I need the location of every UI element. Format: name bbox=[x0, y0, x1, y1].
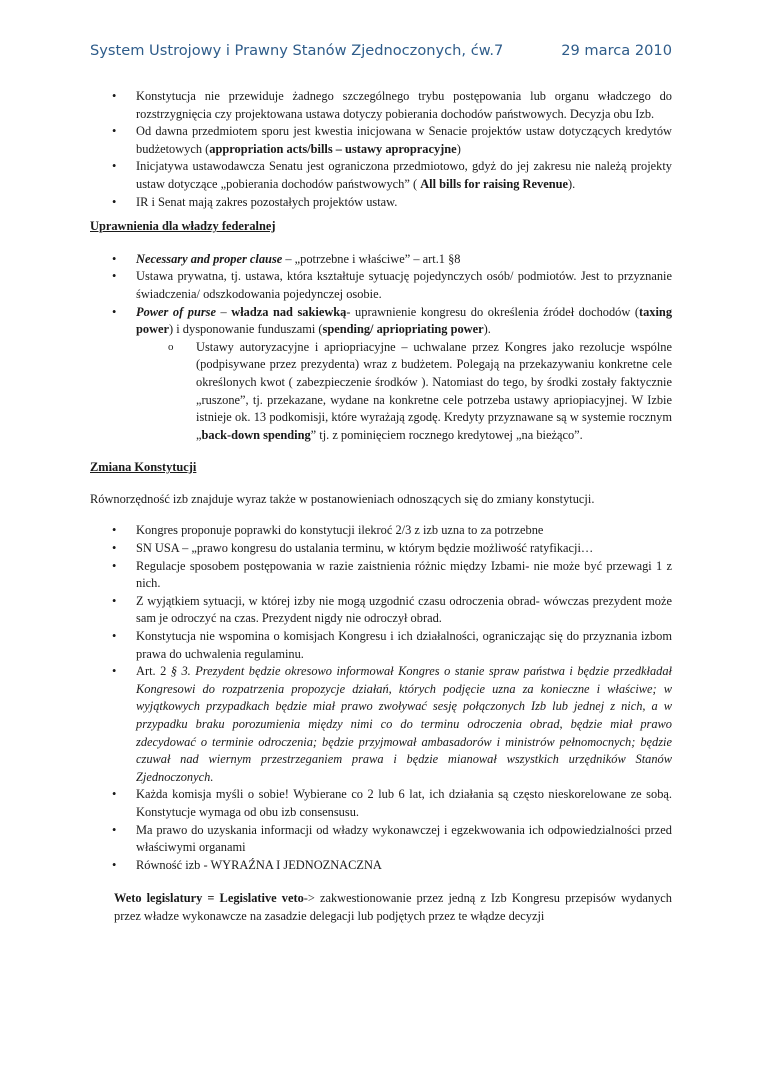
list-item-text: Inicjatywa ustawodawcza Senatu jest ograniczona przedmiotowo, gdyż do jej zakresu nie należą projekty ustaw dotyczące „pobierania dochodów państwowych” ( bbox=[136, 159, 672, 191]
document-date: 29 marca 2010 bbox=[561, 42, 672, 59]
list-item-text: Konstytucja nie przewiduje żadnego szczególnego trybu postępowania lub organu władczego do rozstrzygnięcia czy projektowana ustawa dotyczy pobierania dochodów państwowych. Decyzja obu Izb. bbox=[136, 89, 672, 121]
list-item-text: ). bbox=[567, 176, 576, 191]
list-item bbox=[90, 522, 672, 540]
list-item-text: Ma prawo do uzyskania informacji od władzy wykonawczej i egzekwowania ich odpowiedzialności przed właściwymi organami bbox=[136, 822, 672, 855]
list-item bbox=[90, 88, 672, 123]
list-item-text: ). bbox=[483, 322, 491, 337]
list-item bbox=[90, 304, 672, 339]
page-header bbox=[90, 42, 672, 66]
list-item-text: Równość izb - WYRAŹNA I JEDNOZNACZNA bbox=[136, 857, 382, 872]
list-item-text: IR i Senat mają zakres pozostałych projektów ustaw. bbox=[136, 194, 398, 209]
list-item-text: ” tj. z pominięciem rocznego kredytowej „na bieżąco”. bbox=[310, 427, 583, 442]
list-item bbox=[90, 158, 672, 193]
bold-term: taxing power bbox=[136, 304, 673, 337]
list-item-text: Ustawy autoryzacyjne i apriopriacyjne – uchwalane przez Kongres jako rezolucje wspólne (podpisywane przez prezydenta) wraz z budżetem. Polegają na przekazywaniu konkretne cele określonych kwot ( zabezpieczenie środków ). Natomiast do tego, by środki zostały faktycznie „ruszone”, tj. przekazane, wydane na konkretne cele potrzeba ustawy apriopiacyjnej. W Izbie istnieje ok. 13 podkomisji, które wyrażają zgodę. Kredyty przyznawane są w systemie rocznym „ bbox=[196, 339, 672, 442]
bold-term: władza nad sakiewką bbox=[231, 304, 347, 319]
list-item-text: Ustawa prywatna, tj. ustawa, która kształtuje sytuację pojedynczych osób/ podmiotów. Jest to przyznanie świadczenia/ odszkodowania pojedynczej osobie. bbox=[136, 269, 672, 301]
document-title: System Ustrojowy i Prawny Stanów Zjednoczonych, ćw.7 bbox=[90, 42, 504, 59]
list-item-text: Kongres proponuje poprawki do konstytucji ilekroć 2/3 z izb uzna to za potrzebne bbox=[136, 523, 544, 538]
section2-list bbox=[90, 251, 672, 445]
list-item bbox=[90, 822, 672, 857]
list-item bbox=[90, 194, 672, 212]
veto-paragraph bbox=[90, 890, 672, 925]
bold-italic-term: Necessary and proper clause bbox=[136, 251, 283, 266]
list-item-text: Z wyjątkiem sytuacji, w której izby nie mogą uzgodnić czasu odroczenia obrad- wówczas prezydent może sam je odroczyć na czas. Prezydent nigdy nie odroczył obrad. bbox=[136, 593, 672, 626]
list-item bbox=[90, 593, 672, 628]
list-item-text: Od dawna przedmiotem sporu jest kwestia inicjowana w Senacie projektów ustaw dotyczących kredytów budżetowych ( bbox=[136, 124, 672, 156]
bold-term: spending/ apriopriating power bbox=[322, 322, 484, 337]
list-item-text: - uprawnienie kongresu do określenia źródeł dochodów ( bbox=[346, 304, 639, 319]
list-item-text: – „potrzebne i właściwe” – art.1 §8 bbox=[282, 251, 461, 266]
section3-list bbox=[90, 522, 672, 874]
bold-term: All bills for raising Revenue bbox=[420, 176, 568, 191]
list-item bbox=[90, 663, 672, 786]
italic-quote: § 3. Prezydent będzie okresowo informował Kongres o stanie spraw państwa i będzie przedkładał Kongresowi do rozpatrzenia propozycje działań, których podjęcie uzna za konieczne i właściwe; w wyjątkowych przypadkach będzie miał prawo zwoływać sesję połączonych Izb lub jednej z nich, a w przypadku braku porozumienia między nimi co do terminu odroczenia obrad, będzie miał prawo zdecydować o terminie odroczenia; będzie przyjmował ambasadorów i ministrów pełnomocnych; będzie czuwał nad wiernym przestrzeganiem prawa i będzie mianował wszystkich urzędników Stanów Zjednoczonych. bbox=[136, 664, 672, 784]
list-item-text: Art. 2 bbox=[136, 664, 171, 679]
paragraph-text: -> zakwestionowanie przez jedną z Izb Kongresu przepisów wydanych przez władze wykonawcze na zasadzie delegacji lub podjętych przez te włądze decyzji bbox=[114, 891, 672, 923]
list-item-text: SN USA – „prawo kongresu do ustalania terminu, w którym będzie możliwość ratyfikacji… bbox=[136, 541, 594, 556]
list-item bbox=[90, 251, 672, 269]
section-intro: Równorzędność izb znajduje wyraz także w postanowieniach odnoszących się do zmiany konstytucji. bbox=[90, 491, 595, 506]
list-item bbox=[90, 558, 672, 593]
bold-term: back-down spending bbox=[201, 427, 311, 442]
section1-list bbox=[90, 88, 672, 211]
bold-term: Weto legislatury = Legislative veto bbox=[114, 891, 304, 906]
list-item-text: Każda komisja myśli o sobie! Wybierane co 2 lub 6 lat, ich działania są często nieskorelowane ze sobą. Konstytucje wymaga od obu izb consensusu. bbox=[136, 787, 672, 819]
list-item bbox=[90, 123, 672, 158]
bold-term: appropriation acts/bills – ustawy apropracyjne bbox=[209, 141, 457, 156]
section-heading: Zmiana Konstytucji bbox=[90, 460, 197, 475]
list-item bbox=[90, 268, 672, 303]
list-item-text: ) i dysponowanie funduszami ( bbox=[169, 322, 323, 337]
list-item bbox=[90, 786, 672, 821]
list-item bbox=[90, 857, 672, 875]
document-body bbox=[90, 88, 672, 926]
list-item-text: – bbox=[215, 304, 232, 319]
list-item bbox=[90, 628, 672, 663]
bold-italic-term: Power of purse bbox=[136, 304, 216, 319]
section-heading: Uprawnienia dla władzy federalnej bbox=[90, 219, 276, 234]
list-item-text: ) bbox=[456, 141, 461, 156]
sub-list-item bbox=[90, 339, 672, 445]
list-item bbox=[90, 540, 672, 558]
list-item-text: Konstytucja nie wspomina o komisjach Kongresu i ich działalności, ograniczając się do przyznania izbom prawa do uchwalenia regulaminu. bbox=[136, 629, 672, 661]
list-item-text: Regulacje sposobem postępowania w razie zaistnienia różnic między Izbami- nie może być przewagi 1 z nich. bbox=[136, 558, 672, 591]
